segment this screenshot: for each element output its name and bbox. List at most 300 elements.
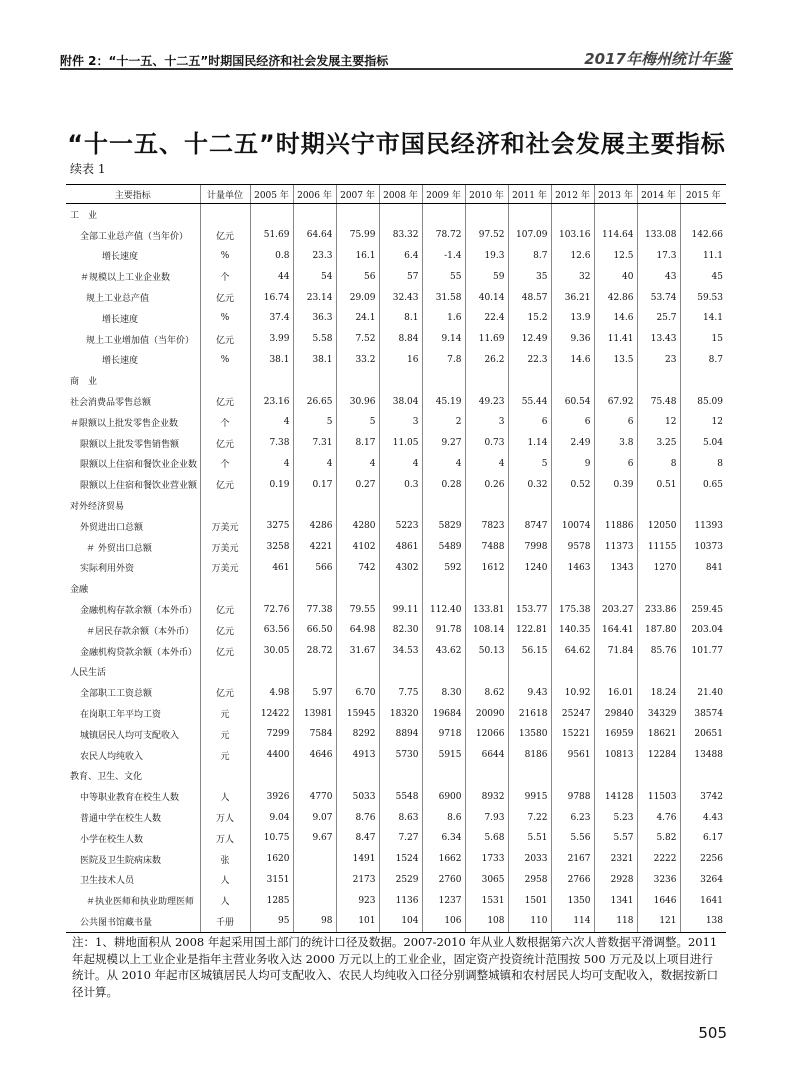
value-cell: 2.49 [551, 433, 594, 454]
value-cell: 1.6 [422, 308, 465, 329]
column-header: 2007 年 [336, 185, 379, 204]
table-row [66, 745, 726, 766]
value-cell [422, 370, 465, 391]
value-cell: 1646 [637, 890, 680, 911]
value-cell: 4 [293, 454, 336, 475]
value-cell: 233.86 [637, 599, 680, 620]
value-cell: 11.41 [594, 329, 637, 350]
value-cell: 10074 [551, 516, 594, 537]
value-cell [637, 204, 680, 225]
value-cell: 30.05 [250, 641, 293, 662]
value-cell: 7584 [293, 724, 336, 745]
unit-cell: 亿元 [200, 329, 250, 350]
value-cell: 114.64 [594, 225, 637, 246]
unit-cell: 亿元 [200, 391, 250, 412]
table-row [66, 786, 726, 807]
unit-cell: 元 [200, 703, 250, 724]
value-cell: 142.66 [680, 225, 726, 246]
indicator-label: 社会消费品零售总额 [70, 398, 152, 409]
indicator-label: 金融机构存款余额（本外币） [80, 606, 198, 617]
value-cell: 43 [637, 266, 680, 287]
table-row [66, 807, 726, 828]
unit-cell: % [200, 246, 250, 267]
unit-cell: 元 [200, 724, 250, 745]
table-row [66, 537, 726, 558]
value-cell: 56.15 [508, 641, 551, 662]
value-cell: 18320 [379, 703, 422, 724]
unit-cell: 人 [200, 890, 250, 911]
indicator-label: 教育、卫生、文化 [70, 772, 143, 783]
value-cell: 4400 [250, 745, 293, 766]
table-row [66, 682, 726, 703]
value-cell: 108.14 [465, 620, 508, 641]
value-cell: 1491 [336, 849, 379, 870]
value-cell: 6900 [422, 786, 465, 807]
value-cell: 11155 [637, 537, 680, 558]
value-cell [508, 578, 551, 599]
table-row [66, 516, 726, 537]
table-row [66, 329, 726, 350]
value-cell: 72.76 [250, 599, 293, 620]
value-cell: 6.23 [551, 807, 594, 828]
value-cell: 12.49 [508, 329, 551, 350]
value-cell: 0.52 [551, 474, 594, 495]
value-cell: 8.84 [379, 329, 422, 350]
value-cell: 566 [293, 558, 336, 579]
value-cell: 29.09 [336, 287, 379, 308]
value-cell: 32 [551, 266, 594, 287]
unit-cell: 亿元 [200, 287, 250, 308]
value-cell: 55.44 [508, 391, 551, 412]
value-cell: 0.39 [594, 474, 637, 495]
unit-cell: 万人 [200, 828, 250, 849]
value-cell: 5730 [379, 745, 422, 766]
value-cell [250, 204, 293, 225]
table-row [66, 350, 726, 371]
value-cell: 2 [422, 412, 465, 433]
value-cell: 10373 [680, 537, 726, 558]
unit-cell [200, 662, 250, 683]
value-cell: 1237 [422, 890, 465, 911]
value-cell: 1.14 [508, 433, 551, 454]
unit-cell: 亿元 [200, 433, 250, 454]
unit-cell: 万美元 [200, 537, 250, 558]
value-cell [336, 766, 379, 787]
indicator-label: 全部工业总产值（当年价） [80, 231, 189, 242]
indicator-label: 限额以上住宿和餐饮业营业额 [80, 481, 198, 492]
value-cell: 59.53 [680, 287, 726, 308]
indicator-label: 人民生活 [70, 668, 107, 679]
table-row [66, 558, 726, 579]
value-cell: 4.98 [250, 682, 293, 703]
value-cell: 187.80 [637, 620, 680, 641]
value-cell: 8292 [336, 724, 379, 745]
unit-cell: 万美元 [200, 558, 250, 579]
value-cell: 82.30 [379, 620, 422, 641]
value-cell: 5.04 [680, 433, 726, 454]
value-cell [293, 578, 336, 599]
value-cell [680, 578, 726, 599]
value-cell: 4770 [293, 786, 336, 807]
value-cell: 8186 [508, 745, 551, 766]
indicator-label: 商 业 [70, 377, 98, 388]
value-cell: 9.27 [422, 433, 465, 454]
value-cell: 15221 [551, 724, 594, 745]
value-cell: 6.4 [379, 246, 422, 267]
value-cell: 0.17 [293, 474, 336, 495]
value-cell: 12284 [637, 745, 680, 766]
value-cell: 4 [422, 454, 465, 475]
value-cell [250, 370, 293, 391]
unit-cell: 亿元 [200, 474, 250, 495]
indicator-label: 城镇居民人均可支配收入 [80, 730, 180, 741]
value-cell: 9.07 [293, 807, 336, 828]
table-row [66, 391, 726, 412]
indicator-label: 外贸进出口总额 [80, 522, 144, 533]
indicator-label: 金融机构贷款余额（本外币） [80, 647, 198, 658]
value-cell: 11393 [680, 516, 726, 537]
value-cell [422, 204, 465, 225]
value-cell: 67.92 [594, 391, 637, 412]
value-cell: 24.1 [336, 308, 379, 329]
value-cell: 78.72 [422, 225, 465, 246]
value-cell: 38.1 [293, 350, 336, 371]
value-cell [293, 204, 336, 225]
value-cell: 138 [680, 911, 726, 932]
value-cell: 18.24 [637, 682, 680, 703]
value-cell [293, 890, 336, 911]
value-cell: 3275 [250, 516, 293, 537]
value-cell: 8747 [508, 516, 551, 537]
value-cell: 15 [680, 329, 726, 350]
table-row [66, 246, 726, 267]
table-row [66, 620, 726, 641]
footnote: 注：1、耕地面积从 2008 年起采用国土部门的统计口径及数据。2007-2010 年从业人数根据第六次人普数据平滑调整。2011 年起规模以上工业企业是指年主营业务收入达 2000 万元以上的工业企业，固定资产投资统计范围按 500 万元及以上项目进行统计。从 2010 年起市区城镇居民人均可支配收入、农民人均纯收入口径分别调整城镇和农村居民人均可支配收入，数据按新口径计算。 [72, 935, 719, 999]
value-cell [379, 578, 422, 599]
value-cell: 1343 [594, 558, 637, 579]
table-body [66, 204, 726, 933]
value-cell: 40 [594, 266, 637, 287]
value-cell [551, 495, 594, 516]
value-cell: 6644 [465, 745, 508, 766]
value-cell: 4 [250, 412, 293, 433]
value-cell: 37.4 [250, 308, 293, 329]
value-cell: 5548 [379, 786, 422, 807]
value-cell: 9915 [508, 786, 551, 807]
value-cell [465, 766, 508, 787]
column-header: 2014 年 [637, 185, 680, 204]
value-cell: 59 [465, 266, 508, 287]
value-cell: 9 [551, 454, 594, 475]
indicators-table [66, 184, 726, 933]
value-cell: 1136 [379, 890, 422, 911]
value-cell: 38.1 [250, 350, 293, 371]
table-row [66, 662, 726, 683]
value-cell [422, 662, 465, 683]
value-cell [551, 370, 594, 391]
value-cell: 3.99 [250, 329, 293, 350]
value-cell [422, 578, 465, 599]
unit-cell: % [200, 308, 250, 329]
value-cell: 9718 [422, 724, 465, 745]
table-row [66, 266, 726, 287]
value-cell: 7.75 [379, 682, 422, 703]
value-cell: 7.8 [422, 350, 465, 371]
value-cell: 8.6 [422, 807, 465, 828]
column-header: 2010 年 [465, 185, 508, 204]
indicator-label: 医院及卫生院病床数 [80, 855, 162, 866]
value-cell: 10.92 [551, 682, 594, 703]
value-cell: 11.1 [680, 246, 726, 267]
table-row [66, 641, 726, 662]
value-cell: 15.2 [508, 308, 551, 329]
value-cell: 1350 [551, 890, 594, 911]
value-cell: 64.62 [551, 641, 594, 662]
value-cell: 1463 [551, 558, 594, 579]
value-cell: 1733 [465, 849, 508, 870]
value-cell [465, 495, 508, 516]
value-cell: 11.69 [465, 329, 508, 350]
value-cell: 20090 [465, 703, 508, 724]
column-header: 2005 年 [250, 185, 293, 204]
value-cell: 30.96 [336, 391, 379, 412]
value-cell: 7.93 [465, 807, 508, 828]
value-cell: 5223 [379, 516, 422, 537]
unit-cell: 元 [200, 745, 250, 766]
value-cell: 9.04 [250, 807, 293, 828]
value-cell: 75.48 [637, 391, 680, 412]
value-cell [379, 662, 422, 683]
value-cell [508, 495, 551, 516]
value-cell [250, 495, 293, 516]
value-cell [551, 766, 594, 787]
value-cell: 43.62 [422, 641, 465, 662]
value-cell [336, 495, 379, 516]
value-cell: 51.69 [250, 225, 293, 246]
value-cell: 36.3 [293, 308, 336, 329]
unit-cell: 亿元 [200, 225, 250, 246]
value-cell [293, 495, 336, 516]
value-cell: 5489 [422, 537, 465, 558]
value-cell: 2760 [422, 870, 465, 891]
value-cell: 79.55 [336, 599, 379, 620]
value-cell [250, 662, 293, 683]
value-cell: 23.3 [293, 246, 336, 267]
value-cell [465, 204, 508, 225]
value-cell: -1.4 [422, 246, 465, 267]
value-cell: 0.26 [465, 474, 508, 495]
value-cell: 13.43 [637, 329, 680, 350]
column-header: 2012 年 [551, 185, 594, 204]
unit-cell: 万人 [200, 807, 250, 828]
value-cell [250, 766, 293, 787]
value-cell: 16959 [594, 724, 637, 745]
value-cell: 12 [637, 412, 680, 433]
value-cell: 33.2 [336, 350, 379, 371]
value-cell: 110 [508, 911, 551, 932]
value-cell: 5.56 [551, 828, 594, 849]
value-cell [680, 204, 726, 225]
value-cell: 1240 [508, 558, 551, 579]
table-row [66, 724, 726, 745]
value-cell: 11373 [594, 537, 637, 558]
value-cell: 25.7 [637, 308, 680, 329]
value-cell: 3.8 [594, 433, 637, 454]
value-cell: 18621 [637, 724, 680, 745]
indicator-label: ＃规模以上工业企业数 [80, 273, 171, 284]
value-cell: 8.17 [336, 433, 379, 454]
value-cell: 4861 [379, 537, 422, 558]
value-cell [594, 204, 637, 225]
value-cell: 23.16 [250, 391, 293, 412]
value-cell: 5.57 [594, 828, 637, 849]
value-cell: 64.64 [293, 225, 336, 246]
column-header: 2011 年 [508, 185, 551, 204]
value-cell: 4302 [379, 558, 422, 579]
value-cell: 7.27 [379, 828, 422, 849]
value-cell: 3065 [465, 870, 508, 891]
indicator-label: 实际利用外资 [80, 564, 135, 575]
value-cell [293, 370, 336, 391]
value-cell: 8.30 [422, 682, 465, 703]
value-cell: 12422 [250, 703, 293, 724]
value-cell: 5.68 [465, 828, 508, 849]
unit-cell [200, 766, 250, 787]
value-cell: 55 [422, 266, 465, 287]
value-cell [379, 495, 422, 516]
header-rule [60, 68, 733, 70]
value-cell: 153.77 [508, 599, 551, 620]
value-cell: 14.6 [594, 308, 637, 329]
table-row [66, 225, 726, 246]
indicator-label: ＃限额以上批发零售企业数 [70, 418, 179, 429]
value-cell: 8 [680, 454, 726, 475]
value-cell [379, 766, 422, 787]
value-cell: 3926 [250, 786, 293, 807]
value-cell [508, 766, 551, 787]
value-cell: 3151 [250, 870, 293, 891]
value-cell [293, 870, 336, 891]
value-cell: 38.04 [379, 391, 422, 412]
value-cell [551, 578, 594, 599]
unit-cell: 个 [200, 412, 250, 433]
value-cell: 28.72 [293, 641, 336, 662]
value-cell: 29840 [594, 703, 637, 724]
value-cell [336, 578, 379, 599]
value-cell: 7998 [508, 537, 551, 558]
value-cell: 26.2 [465, 350, 508, 371]
page-title: “十一五、十二五”时期兴宁市国民经济和社会发展主要指标 [67, 130, 726, 158]
column-header: 主要指标 [66, 185, 200, 204]
value-cell: 5829 [422, 516, 465, 537]
value-cell: 6.70 [336, 682, 379, 703]
value-cell: 4286 [293, 516, 336, 537]
value-cell: 5.51 [508, 828, 551, 849]
value-cell: 2033 [508, 849, 551, 870]
value-cell: 50.13 [465, 641, 508, 662]
column-header: 2009 年 [422, 185, 465, 204]
value-cell [379, 204, 422, 225]
value-cell: 45 [680, 266, 726, 287]
value-cell: 6 [551, 412, 594, 433]
value-cell: 49.23 [465, 391, 508, 412]
value-cell: 1641 [680, 890, 726, 911]
value-cell: 16.1 [336, 246, 379, 267]
value-cell [594, 495, 637, 516]
page-number: 505 [698, 1024, 727, 1042]
value-cell: 9578 [551, 537, 594, 558]
column-header: 2008 年 [379, 185, 422, 204]
indicator-label: 增长速度 [102, 314, 139, 325]
value-cell [680, 766, 726, 787]
value-cell: 106 [422, 911, 465, 932]
indicator-label: ＃ 外贸出口总额 [86, 543, 152, 554]
table-row [66, 890, 726, 911]
value-cell [551, 204, 594, 225]
indicator-label: 规上工业总产值 [86, 294, 150, 305]
value-cell: 2173 [336, 870, 379, 891]
value-cell: 85.76 [637, 641, 680, 662]
value-cell: 7.31 [293, 433, 336, 454]
value-cell [637, 766, 680, 787]
value-cell: 114 [551, 911, 594, 932]
value-cell [594, 766, 637, 787]
value-cell: 3236 [637, 870, 680, 891]
value-cell: 133.81 [465, 599, 508, 620]
value-cell: 5.97 [293, 682, 336, 703]
value-cell: 77.38 [293, 599, 336, 620]
value-cell: 13.5 [594, 350, 637, 371]
value-cell: 2958 [508, 870, 551, 891]
value-cell: 99.11 [379, 599, 422, 620]
value-cell [637, 578, 680, 599]
table-row [66, 703, 726, 724]
table-row [66, 495, 726, 516]
value-cell [422, 495, 465, 516]
value-cell: 0.65 [680, 474, 726, 495]
value-cell: 1620 [250, 849, 293, 870]
value-cell: 923 [336, 890, 379, 911]
value-cell [336, 370, 379, 391]
value-cell: 0.73 [465, 433, 508, 454]
value-cell: 1341 [594, 890, 637, 911]
value-cell: 11503 [637, 786, 680, 807]
value-cell [422, 766, 465, 787]
value-cell: 0.32 [508, 474, 551, 495]
value-cell: 32.43 [379, 287, 422, 308]
table-row [66, 308, 726, 329]
value-cell: 8.7 [680, 350, 726, 371]
value-cell: 3264 [680, 870, 726, 891]
value-cell: 16.74 [250, 287, 293, 308]
value-cell [594, 578, 637, 599]
value-cell: 133.08 [637, 225, 680, 246]
value-cell: 12.6 [551, 246, 594, 267]
value-cell: 9.14 [422, 329, 465, 350]
value-cell: 19.3 [465, 246, 508, 267]
indicator-label: 规上工业增加值（当年价） [86, 335, 195, 346]
table-row [66, 828, 726, 849]
value-cell: 175.38 [551, 599, 594, 620]
value-cell: 9788 [551, 786, 594, 807]
value-cell: 8.63 [379, 807, 422, 828]
table-row [66, 578, 726, 599]
value-cell: 118 [594, 911, 637, 932]
value-cell: 45.19 [422, 391, 465, 412]
table-row [66, 370, 726, 391]
unit-cell: 个 [200, 454, 250, 475]
value-cell: 12.5 [594, 246, 637, 267]
